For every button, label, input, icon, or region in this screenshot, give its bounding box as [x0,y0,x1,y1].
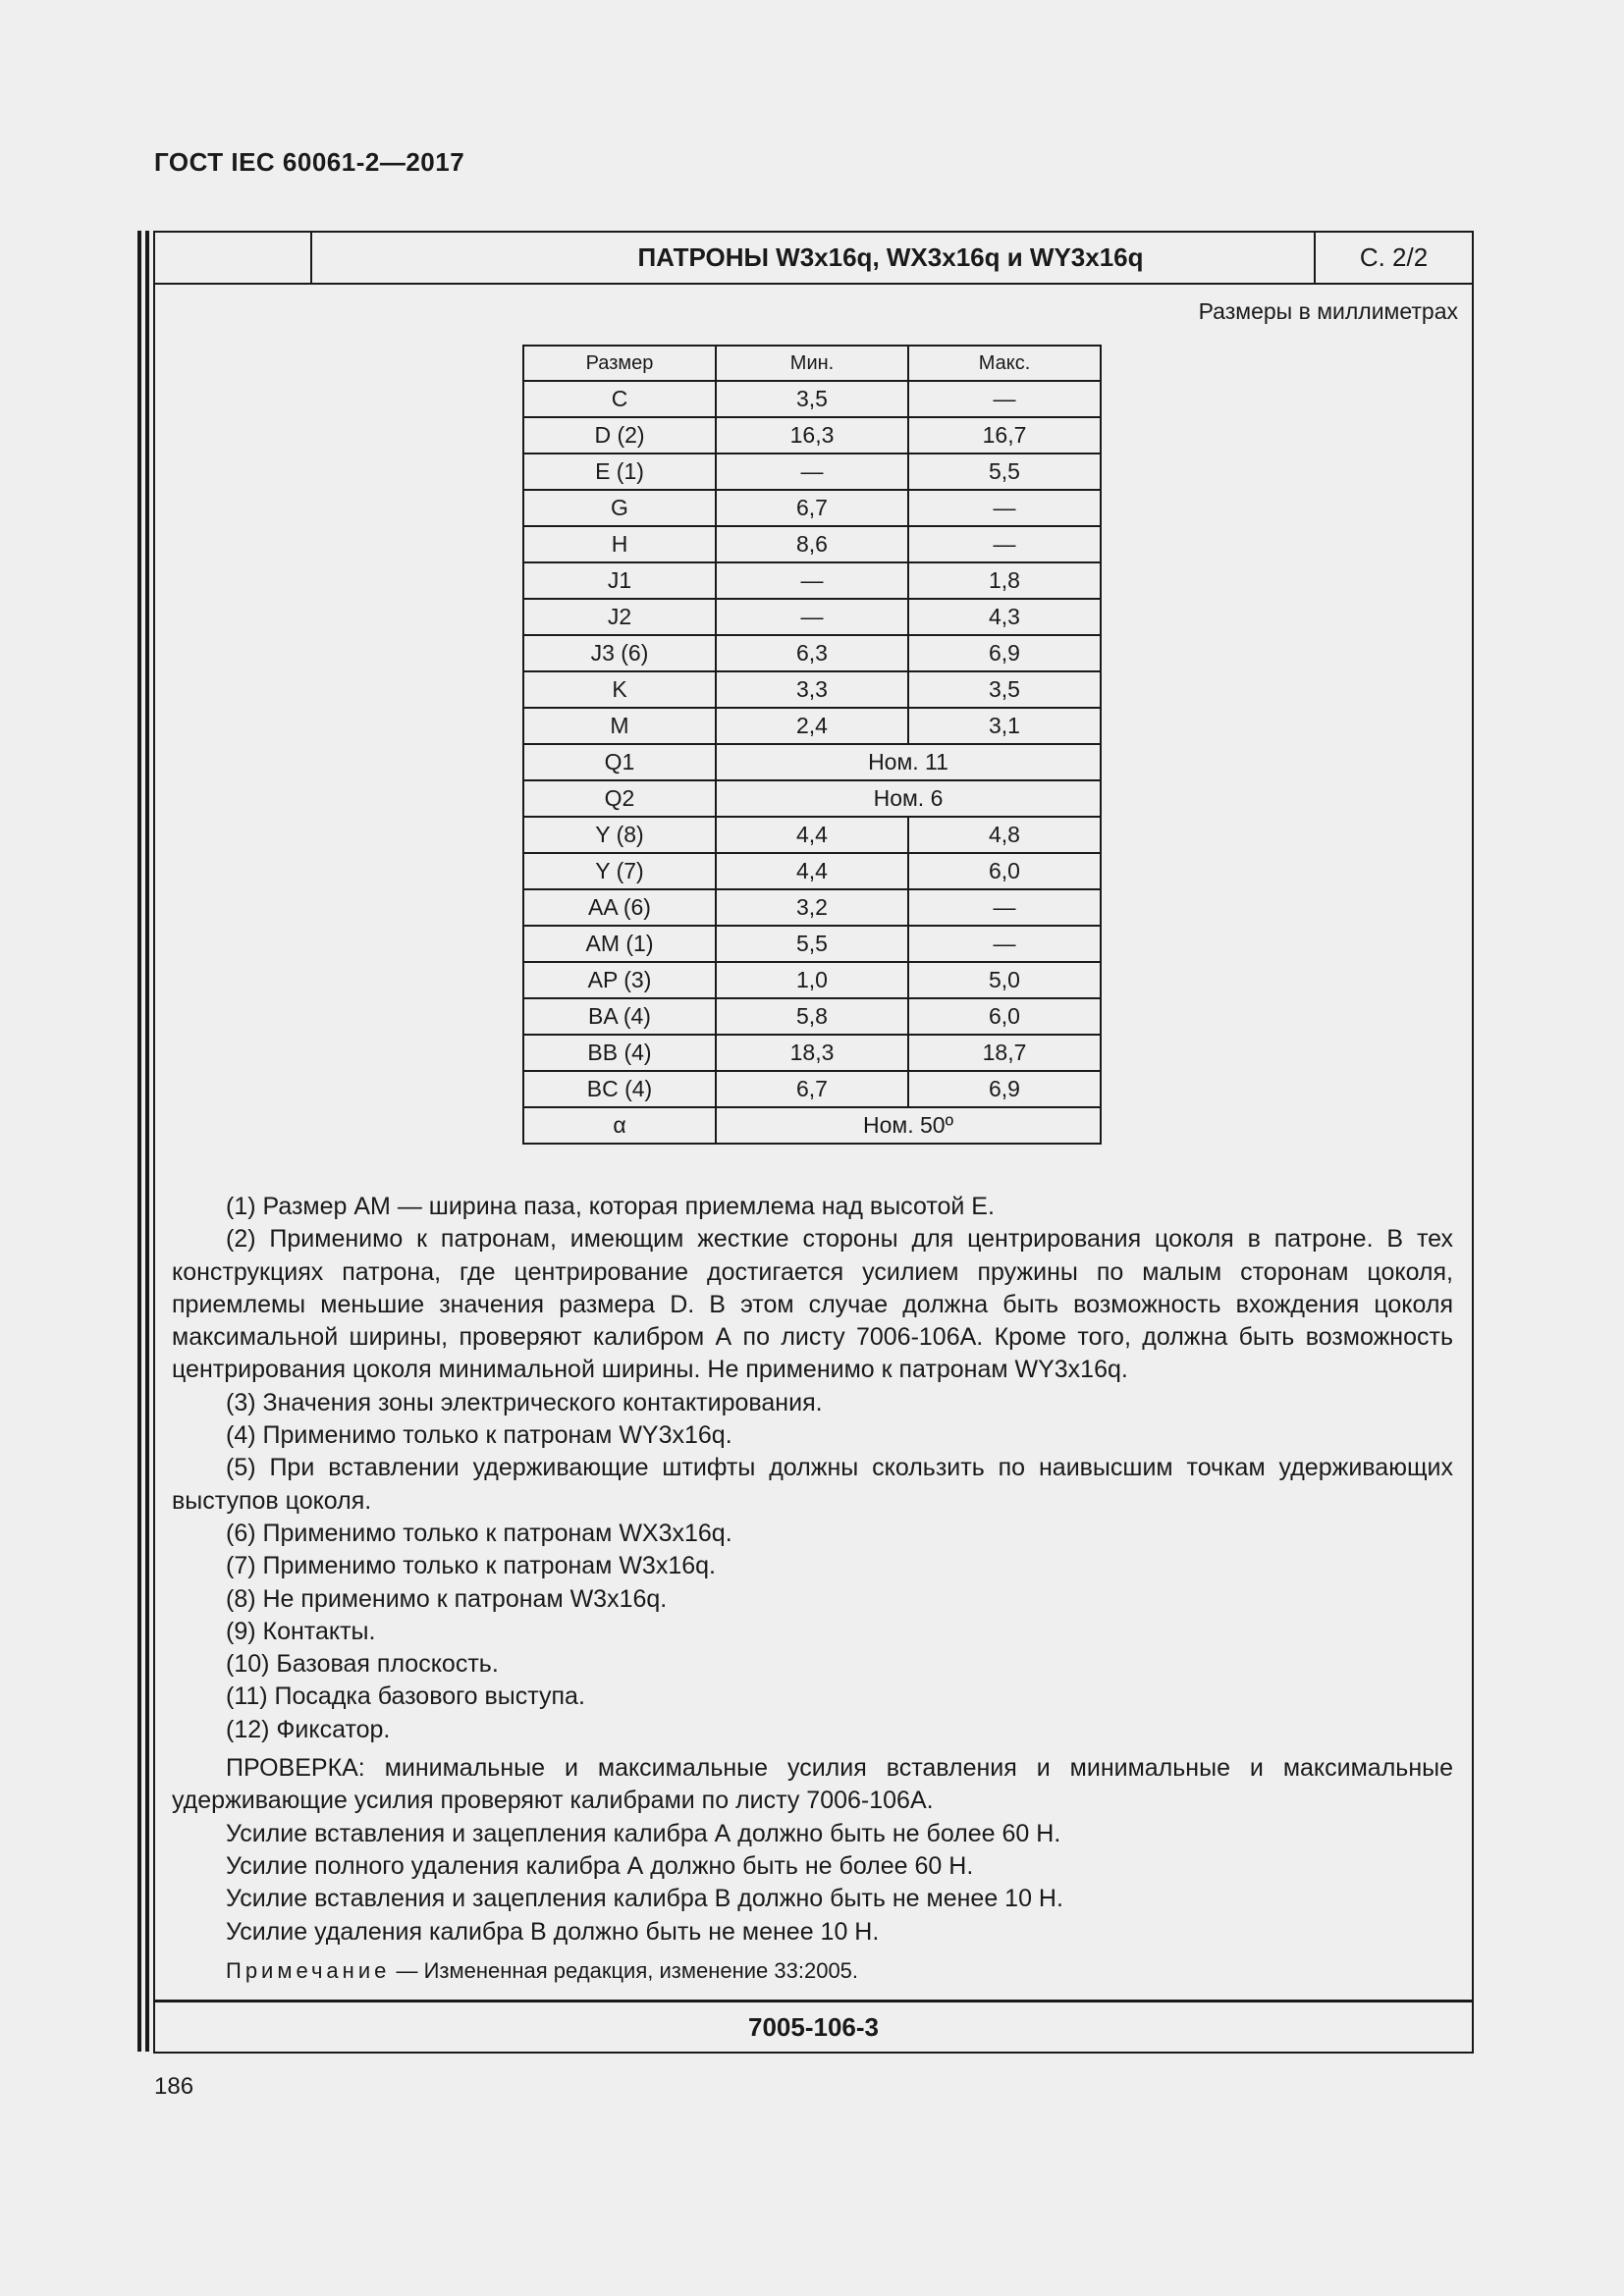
sheet-title: ПАТРОНЫ W3x16q, WX3x16q и WY3x16q [637,242,1144,272]
change-bar [137,231,141,2052]
header-cell: Мин. [716,346,908,381]
value-cell: Ном. 6 [716,780,1101,817]
value-cell: 18,7 [908,1035,1101,1071]
dimension-name-cell: H [523,526,716,562]
value-cell: 5,5 [908,454,1101,490]
table-row [523,671,1101,708]
dimension-name-cell: AP (3) [523,962,716,998]
footnote: (10) Базовая плоскость. [226,1650,499,1679]
table-row [523,962,1101,998]
dimension-name-cell: BC (4) [523,1071,716,1107]
dimension-name-cell: K [523,671,716,708]
value-cell: 3,5 [908,671,1101,708]
value-cell: 5,8 [716,998,908,1035]
value-cell: Ном. 50º [716,1107,1101,1144]
value-cell: 4,4 [716,853,908,889]
value-cell: 6,0 [908,998,1101,1035]
value-cell: 4,8 [908,817,1101,853]
value-cell: 6,7 [716,490,908,526]
value-cell: 18,3 [716,1035,908,1071]
value-cell: — [908,889,1101,926]
table-row [523,417,1101,454]
table-row [523,1035,1101,1071]
footnote: (8) Не применимо к патронам W3x16q. [226,1584,668,1613]
footnote: (5) При вставлении удерживающие штифты должны скользить по наивысшим точкам удерживающих выступов цоколя. [172,1454,1453,1515]
value-cell: — [716,599,908,635]
footnote: (2) Применимо к патронам, имеющим жесткие стороны для центрирования цоколя в патроне. В тех конструкциях патрона, где центрирование достигается усилием пружины по малым сторонам цоколя, приемлемы меньшие значения размера D. В этом случае должна быть возможность вхождения цоколя максимальной ширины, проверяют калибром А по листу 7006-106А. Кроме того, должна быть возможность центрирования цоколя минимальной ширины. Не применимо к патронам WY3x16q. [172,1225,1453,1384]
document-header: ГОСТ IEC 60061-2—2017 [154,147,465,177]
table-row [523,780,1101,817]
check-line: Усилие вставления и зацепления калибра В должно быть не менее 10 Н. [226,1885,1063,1913]
dimension-name-cell: BB (4) [523,1035,716,1071]
units-caption: Размеры в миллиметрах [1198,298,1458,324]
table-row [523,490,1101,526]
value-cell: 8,6 [716,526,908,562]
table-row [523,381,1101,417]
dimension-name-cell: BA (4) [523,998,716,1035]
value-cell: Ном. 11 [716,744,1101,780]
header-cell: Макс. [908,346,1101,381]
value-cell: 1,0 [716,962,908,998]
dimension-name-cell: Y (8) [523,817,716,853]
footnote: (1) Размер АМ — ширина паза, которая приемлема над высотой Е. [226,1193,995,1220]
dimension-name-cell: J2 [523,599,716,635]
table-header-row [523,346,1101,381]
table-row [523,599,1101,635]
value-cell: — [716,454,908,490]
check-line: Усилие вставления и зацепления калибра А должно быть не более 60 Н. [226,1819,1061,1847]
value-cell: 6,7 [716,1071,908,1107]
value-cell: — [908,926,1101,962]
table-row [523,998,1101,1035]
note-line [172,1954,1453,1987]
dimension-name-cell: C [523,381,716,417]
dimensions-table [522,345,1102,1145]
notes-section [172,1191,1453,1987]
check-line: Усилие полного удаления калибра А должно быть не более 60 Н. [226,1851,974,1880]
check-intro: ПРОВЕРКА: минимальные и максимальные усилия вставления и минимальные и максимальные удерживающие усилия проверяют калибрами по листу 7006-106А. [172,1754,1453,1815]
value-cell: 6,9 [908,635,1101,671]
value-cell: 4,3 [908,599,1101,635]
footnote: (7) Применимо только к патронам W3x16q. [226,1552,716,1580]
footnote: (6) Применимо только к патронам WX3x16q. [226,1519,732,1547]
table-row [523,853,1101,889]
title-blank-cell [155,233,312,283]
table-row [523,454,1101,490]
dimension-name-cell: Q1 [523,744,716,780]
value-cell: 5,0 [908,962,1101,998]
sheet-frame [153,231,1474,2054]
dimension-name-cell: AA (6) [523,889,716,926]
table-row [523,526,1101,562]
dimension-name-cell: J1 [523,562,716,599]
table-row [523,635,1101,671]
sheet-title-row [155,233,1472,285]
value-cell: 3,3 [716,671,908,708]
dimension-name-cell: M [523,708,716,744]
dimension-name-cell: G [523,490,716,526]
value-cell: 3,2 [716,889,908,926]
footnote: (3) Значения зоны электрического контактирования. [226,1388,823,1416]
note-text: — Измененная редакция, изменение 33:2005. [390,1957,859,1983]
table-row [523,744,1101,780]
value-cell: 4,4 [716,817,908,853]
note-label: Примечание [226,1957,391,1983]
table-row [523,817,1101,853]
dimension-name-cell: D (2) [523,417,716,454]
dimension-name-cell: α [523,1107,716,1144]
table-row [523,926,1101,962]
table-row [523,708,1101,744]
value-cell: 5,5 [716,926,908,962]
value-cell: — [908,381,1101,417]
change-bar [145,231,149,2052]
table-row [523,562,1101,599]
footnote: (9) Контакты. [226,1617,376,1645]
footnote: (12) Фиксатор. [226,1715,391,1743]
table-row [523,1107,1101,1144]
value-cell: — [716,562,908,599]
header-cell: Размер [523,346,716,381]
dimension-name-cell: E (1) [523,454,716,490]
value-cell: 2,4 [716,708,908,744]
footnote: (4) Применимо только к патронам WY3x16q. [226,1421,732,1450]
value-cell: 6,9 [908,1071,1101,1107]
value-cell: 3,5 [716,381,908,417]
page-number: 186 [154,2073,194,2100]
table-row [523,889,1101,926]
value-cell: — [908,526,1101,562]
value-cell: — [908,490,1101,526]
value-cell: 1,8 [908,562,1101,599]
value-cell: 6,0 [908,853,1101,889]
dimension-name-cell: Q2 [523,780,716,817]
value-cell: 6,3 [716,635,908,671]
dimension-name-cell: J3 (6) [523,635,716,671]
dimension-name-cell: AM (1) [523,926,716,962]
footnote: (11) Посадка базового выступа. [226,1682,585,1711]
check-line: Усилие удаления калибра В должно быть не менее 10 Н. [226,1917,880,1946]
value-cell: 3,1 [908,708,1101,744]
dimension-name-cell: Y (7) [523,853,716,889]
sheet-code: 7005-106-3 [155,2000,1472,2053]
value-cell: 16,3 [716,417,908,454]
table-row [523,1071,1101,1107]
sheet-page-ref: С. 2/2 [1314,233,1472,283]
value-cell: 16,7 [908,417,1101,454]
